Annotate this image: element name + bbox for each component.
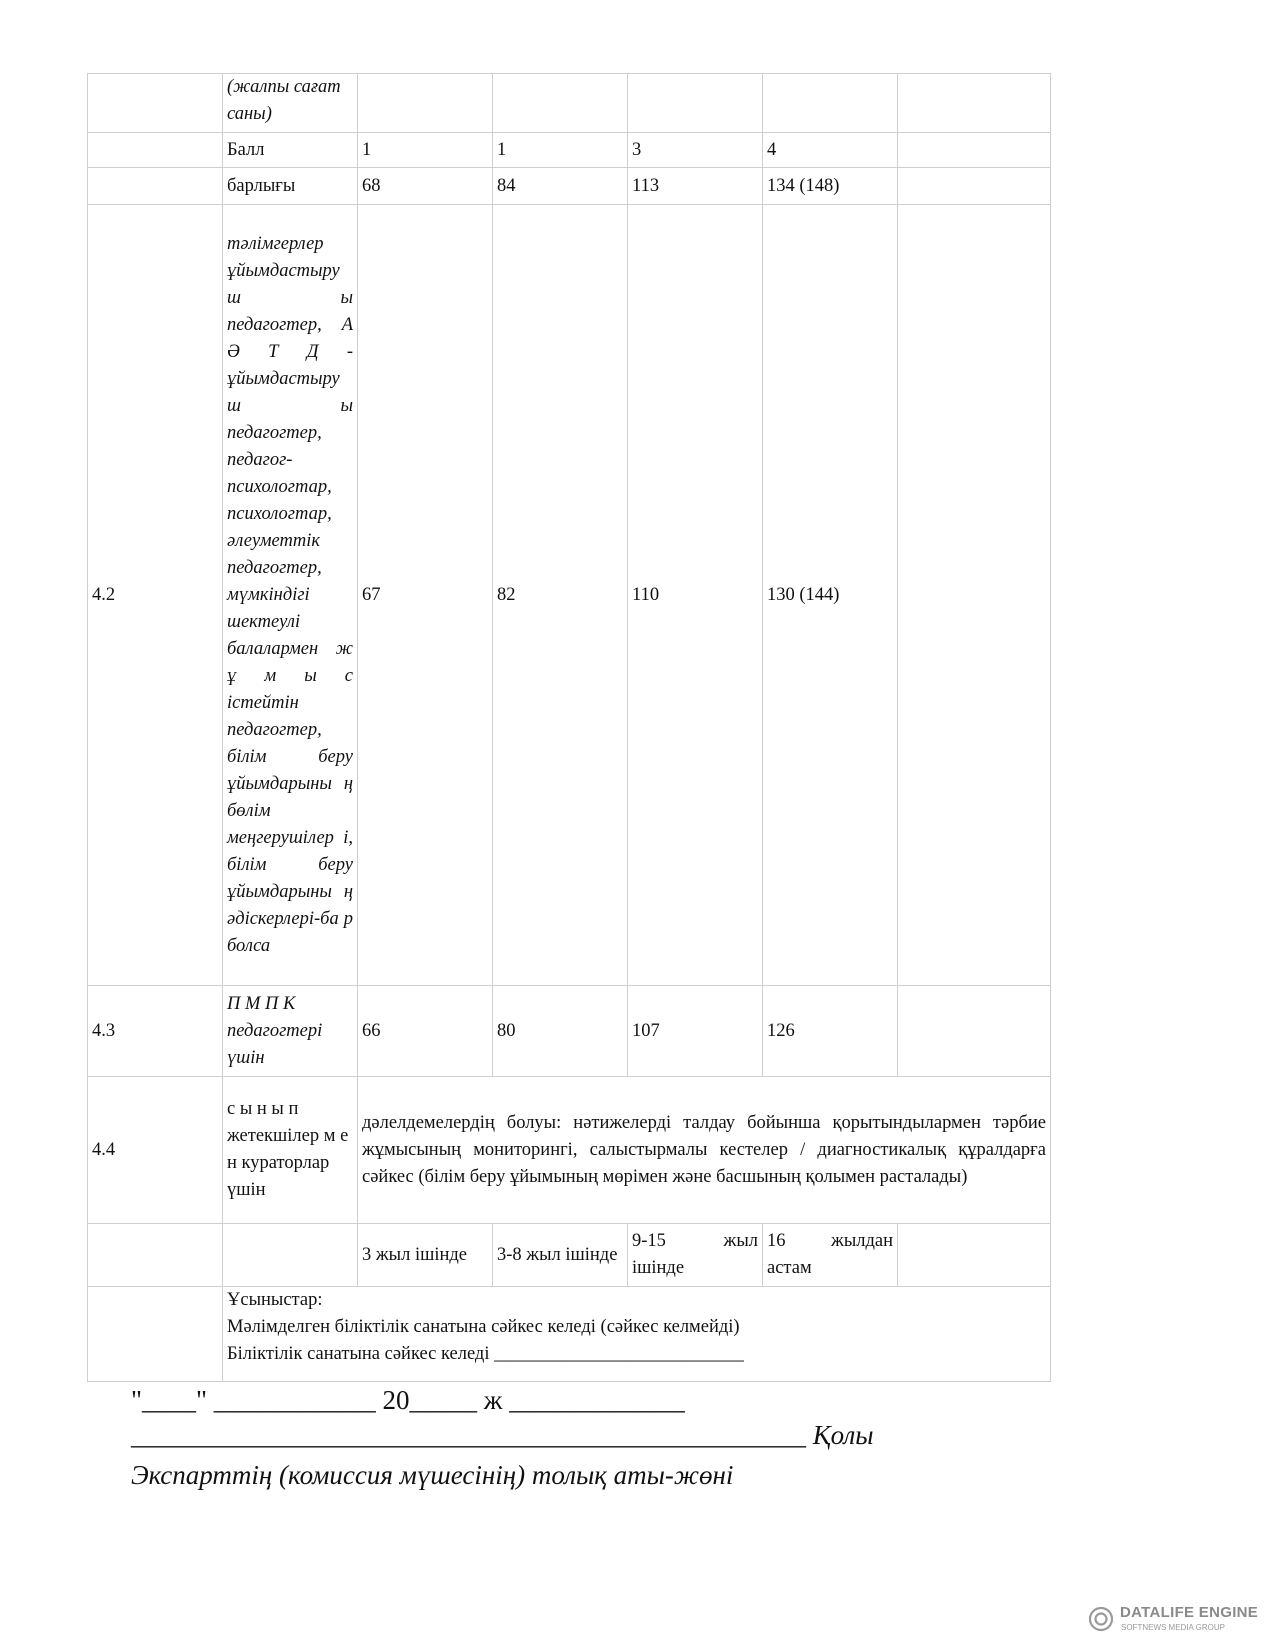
table-cell: 134 (148) [763, 168, 898, 205]
table-row [88, 986, 1051, 1077]
table-cell-merged: дәлелдемелердің болуы: нәтижелерді талдау бойынша қорытындылармен тәрбие жұмысының мониторингі, салыстырмалы кестелер / диагностикалық құралдарға сәйкес (білім беру ұйымының мөрімен және басшының қолымен расталады) [358, 1077, 1051, 1224]
table-cell: 84 [493, 168, 628, 205]
row-number: 4.2 [88, 205, 223, 986]
signature-line: __________________________________________________ Қолы [131, 1420, 874, 1450]
table-row [88, 1077, 1051, 1224]
table-cell: 3-8 жыл ішінде [493, 1224, 628, 1287]
table-row [88, 133, 1051, 168]
table-cell: 107 [628, 986, 763, 1077]
table-cell: 3 жыл ішінде [358, 1224, 493, 1287]
table-cell: 110 [628, 205, 763, 986]
table-cell: 68 [358, 168, 493, 205]
row-label: тәлімгерлер ұйымдастыру ш ы педагогтер, А Ә Т Д - ұйымдастыру ш ы педагогтер, педагог-психологтар, психологтар, әлеуметтік педагогтер, мүмкіндігі шектеулі балалармен ж ұ м ы с істейтін педагогтер, білім беру ұйымдарыны ң бөлім меңгерушілер і, білім беру ұйымдарыны ң әдіскерлері-ба р болса [223, 205, 358, 986]
table-cell: 80 [493, 986, 628, 1077]
table-cell: 82 [493, 205, 628, 986]
row-label: с ы н ы п жетекшілер м е н кураторлар үшін [223, 1077, 358, 1224]
table-cell: 9-15 жыл ішінде [628, 1224, 763, 1287]
table-cell: 130 (144) [763, 205, 898, 986]
table-cell: 1 [358, 133, 493, 168]
table-cell: 113 [628, 168, 763, 205]
expert-name-line: Экспарттің (комиссия мүшесінің) толық аты-жөні [131, 1460, 734, 1490]
watermark [1088, 1604, 1268, 1638]
row-label: (жалпы сағат саны) [223, 74, 358, 133]
table-cell: 66 [358, 986, 493, 1077]
table-cell: 4 [763, 133, 898, 168]
evaluation-table [87, 73, 1051, 1382]
row-number: 4.4 [88, 1077, 223, 1224]
table-cell: 67 [358, 205, 493, 986]
recommendations-cell [223, 1287, 1051, 1382]
recommendations-line: Біліктілік санатына сәйкес келеді ___________________________ [227, 1344, 744, 1364]
table-cell: 3 [628, 133, 763, 168]
watermark-subtitle: SOFTNEWS MEDIA GROUP [1121, 1623, 1226, 1632]
table-cell: 16 жылдан астам [763, 1224, 898, 1287]
table-row [88, 1287, 1051, 1382]
table-row [88, 1224, 1051, 1287]
table-row [88, 74, 1051, 133]
row-label: Балл [223, 133, 358, 168]
table-row [88, 168, 1051, 205]
row-label: барлығы [223, 168, 358, 205]
datalife-logo-icon [1088, 1606, 1114, 1632]
table-cell: 1 [493, 133, 628, 168]
watermark-title: DATALIFE ENGINE [1120, 1604, 1259, 1621]
row-label: П М П К педагогтері үшін [223, 986, 358, 1077]
row-number: 4.3 [88, 986, 223, 1077]
date-line: "____" ____________ 20_____ ж _____________ [131, 1385, 685, 1415]
recommendations-line: Мәлімделген біліктілік санатына сәйкес келеді (сәйкес келмейді) [227, 1317, 740, 1337]
table-row [88, 205, 1051, 986]
table-cell: 126 [763, 986, 898, 1077]
recommendations-title: Ұсыныстар: [227, 1290, 323, 1310]
